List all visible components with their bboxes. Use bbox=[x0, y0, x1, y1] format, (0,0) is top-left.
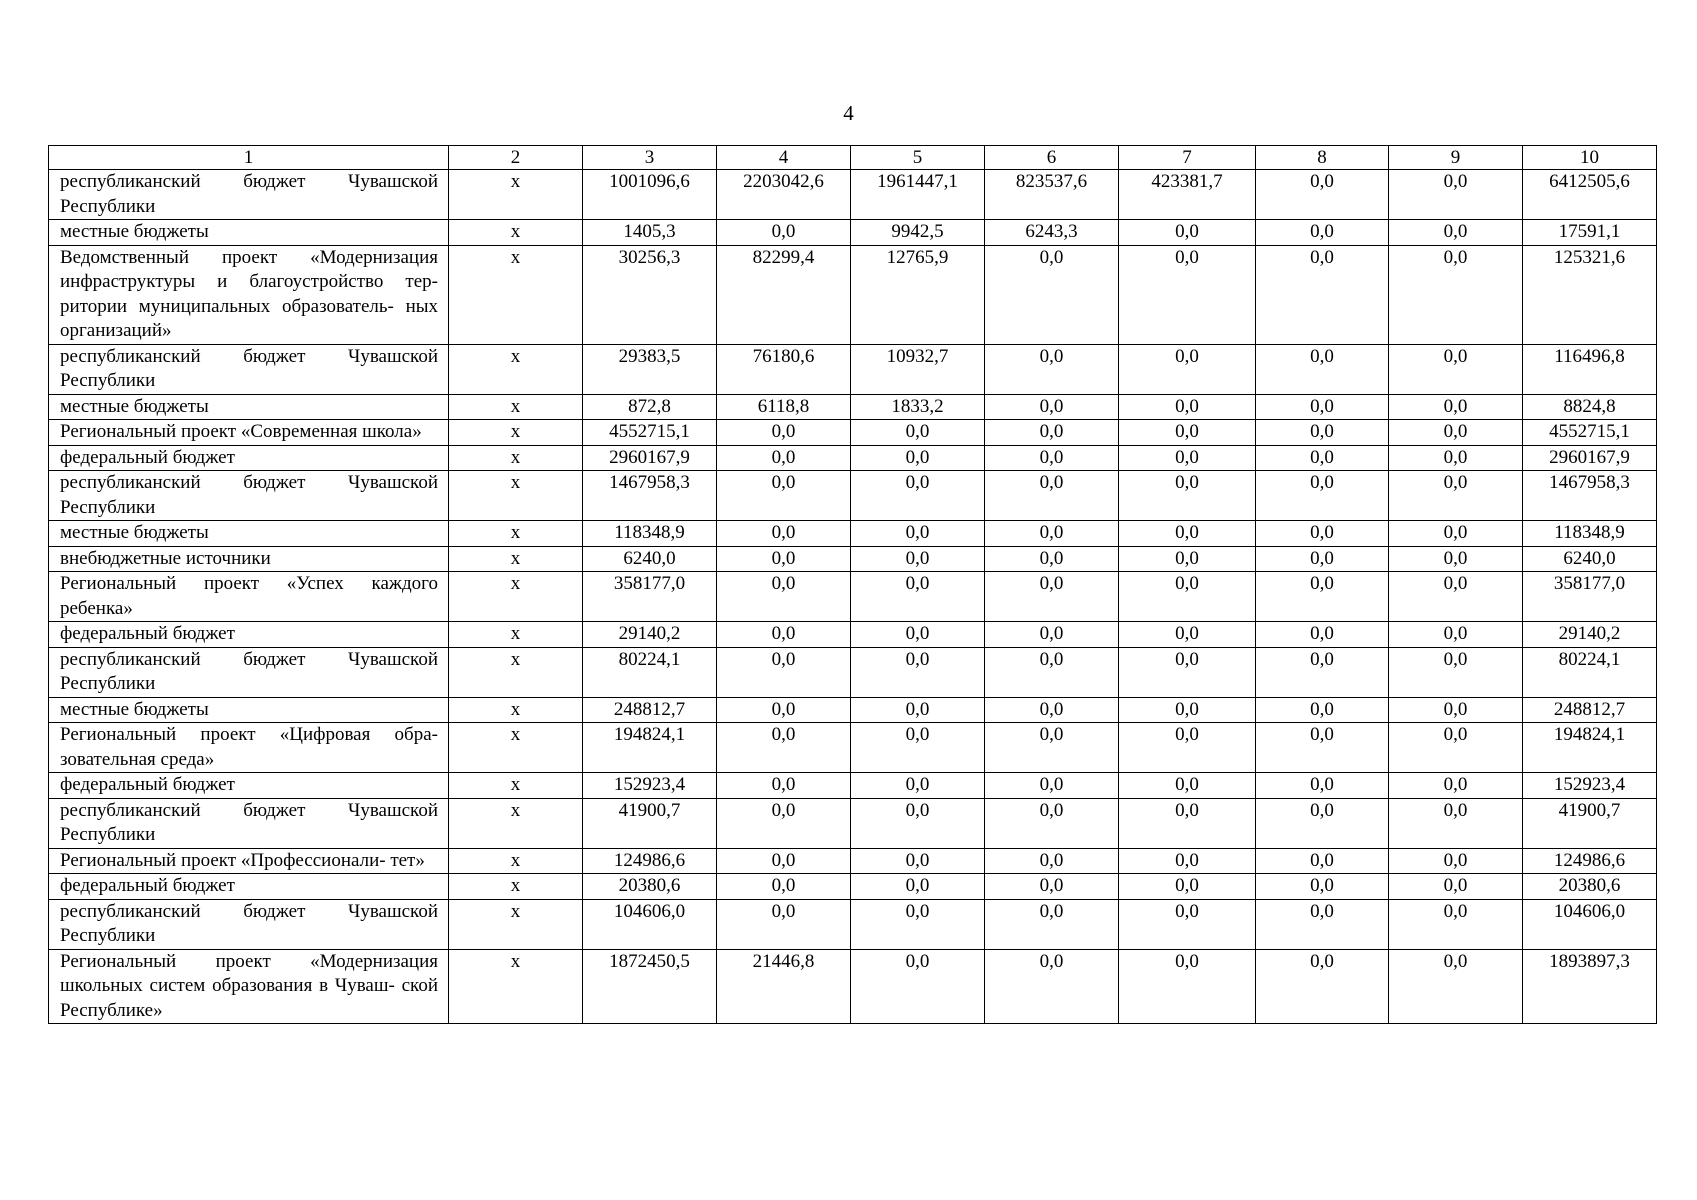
table-row bbox=[49, 344, 1657, 394]
value-cell: 8824,8 bbox=[1523, 394, 1657, 420]
row-label bbox=[49, 899, 449, 949]
column-number-5: 5 bbox=[851, 146, 985, 170]
row-label bbox=[49, 445, 449, 471]
value-cell: 0,0 bbox=[851, 697, 985, 723]
value-cell: 0,0 bbox=[717, 773, 851, 799]
value-cell: 0,0 bbox=[1389, 848, 1523, 874]
value-cell: 0,0 bbox=[851, 899, 985, 949]
value-cell: 104606,0 bbox=[583, 899, 717, 949]
value-cell: x bbox=[449, 899, 583, 949]
value-cell: 0,0 bbox=[717, 874, 851, 900]
value-cell: x bbox=[449, 420, 583, 446]
value-cell: 0,0 bbox=[1389, 949, 1523, 1024]
row-label bbox=[49, 521, 449, 547]
row-label-line: внебюджетные источники bbox=[60, 547, 271, 569]
value-cell: 118348,9 bbox=[1523, 521, 1657, 547]
row-label-line: республиканский бюджет Чувашской bbox=[60, 648, 438, 670]
value-cell: 0,0 bbox=[851, 723, 985, 773]
value-cell: 0,0 bbox=[851, 420, 985, 446]
value-cell: 0,0 bbox=[985, 949, 1119, 1024]
value-cell: 0,0 bbox=[717, 572, 851, 622]
row-label-line: Республики bbox=[60, 195, 156, 217]
value-cell: 872,8 bbox=[583, 394, 717, 420]
value-cell: 0,0 bbox=[1256, 622, 1389, 648]
row-label bbox=[49, 798, 449, 848]
value-cell: 0,0 bbox=[985, 848, 1119, 874]
value-cell: 0,0 bbox=[1119, 848, 1256, 874]
row-label-line: республиканский бюджет Чувашской bbox=[60, 472, 438, 493]
row-label-line: местные бюджеты bbox=[60, 395, 209, 417]
row-label-line: федеральный бюджет bbox=[60, 875, 235, 896]
value-cell: 0,0 bbox=[985, 471, 1119, 521]
value-cell: 10932,7 bbox=[851, 344, 985, 394]
row-label-line: федеральный бюджет bbox=[60, 623, 235, 644]
value-cell: x bbox=[449, 394, 583, 420]
value-cell: 0,0 bbox=[717, 546, 851, 572]
value-cell: 0,0 bbox=[851, 647, 985, 697]
value-cell: 104606,0 bbox=[1523, 899, 1657, 949]
value-cell: 0,0 bbox=[1389, 220, 1523, 246]
value-cell: 118348,9 bbox=[583, 521, 717, 547]
value-cell: 0,0 bbox=[985, 874, 1119, 900]
value-cell: 423381,7 bbox=[1119, 170, 1256, 220]
value-cell: 0,0 bbox=[1256, 572, 1389, 622]
row-label-line: Региональный проект «Модернизация bbox=[60, 950, 438, 972]
row-label bbox=[49, 245, 449, 344]
row-label-line: школа» bbox=[362, 421, 422, 442]
value-cell: 0,0 bbox=[985, 798, 1119, 848]
row-label-line: местные бюджеты bbox=[60, 221, 209, 242]
value-cell: 0,0 bbox=[1256, 521, 1389, 547]
value-cell: 152923,4 bbox=[1523, 773, 1657, 799]
value-cell: 4552715,1 bbox=[1523, 420, 1657, 446]
value-cell: 0,0 bbox=[1256, 170, 1389, 220]
value-cell: x bbox=[449, 848, 583, 874]
value-cell: 1872450,5 bbox=[583, 949, 717, 1024]
table-row bbox=[49, 647, 1657, 697]
value-cell: 0,0 bbox=[851, 572, 985, 622]
value-cell: 0,0 bbox=[1389, 572, 1523, 622]
value-cell: 0,0 bbox=[717, 899, 851, 949]
value-cell: 0,0 bbox=[1256, 723, 1389, 773]
value-cell: 0,0 bbox=[1389, 874, 1523, 900]
row-label-line: зовательная среда» bbox=[60, 748, 215, 770]
value-cell: 0,0 bbox=[717, 622, 851, 648]
value-cell: 0,0 bbox=[1119, 344, 1256, 394]
value-cell: 0,0 bbox=[1119, 622, 1256, 648]
value-cell: 0,0 bbox=[1256, 647, 1389, 697]
value-cell: x bbox=[449, 220, 583, 246]
value-cell: 0,0 bbox=[985, 647, 1119, 697]
row-label-line: Ведомственный проект «Модернизация bbox=[60, 246, 438, 268]
value-cell: 0,0 bbox=[1256, 445, 1389, 471]
table-row bbox=[49, 622, 1657, 648]
table-row bbox=[49, 471, 1657, 521]
value-cell: 1833,2 bbox=[851, 394, 985, 420]
value-cell: 0,0 bbox=[985, 344, 1119, 394]
value-cell: x bbox=[449, 572, 583, 622]
value-cell: 0,0 bbox=[1389, 798, 1523, 848]
value-cell: 0,0 bbox=[985, 394, 1119, 420]
value-cell: 0,0 bbox=[1256, 848, 1389, 874]
table-header-row bbox=[49, 146, 1657, 170]
value-cell: 0,0 bbox=[1389, 622, 1523, 648]
value-cell: 1467958,3 bbox=[1523, 471, 1657, 521]
value-cell: 0,0 bbox=[1389, 394, 1523, 420]
row-label-line: федеральный бюджет bbox=[60, 774, 235, 795]
value-cell: 0,0 bbox=[1119, 420, 1256, 446]
value-cell: 0,0 bbox=[985, 245, 1119, 344]
value-cell: 0,0 bbox=[1389, 899, 1523, 949]
value-cell: 0,0 bbox=[851, 445, 985, 471]
row-label bbox=[49, 394, 449, 420]
value-cell: 0,0 bbox=[1256, 220, 1389, 246]
value-cell: 20380,6 bbox=[1523, 874, 1657, 900]
value-cell: 823537,6 bbox=[985, 170, 1119, 220]
row-label-line: ритории муниципальных образователь- bbox=[60, 295, 394, 317]
value-cell: x bbox=[449, 170, 583, 220]
value-cell: 125321,6 bbox=[1523, 245, 1657, 344]
value-cell: x bbox=[449, 521, 583, 547]
row-label-line: республиканский бюджет Чувашской bbox=[60, 799, 438, 821]
value-cell: 0,0 bbox=[985, 697, 1119, 723]
value-cell: 29383,5 bbox=[583, 344, 717, 394]
value-cell: x bbox=[449, 697, 583, 723]
column-number-4: 4 bbox=[717, 146, 851, 170]
value-cell: 12765,9 bbox=[851, 245, 985, 344]
value-cell: x bbox=[449, 723, 583, 773]
table-row bbox=[49, 220, 1657, 246]
value-cell: 248812,7 bbox=[1523, 697, 1657, 723]
value-cell: 0,0 bbox=[1256, 874, 1389, 900]
value-cell: 0,0 bbox=[1119, 874, 1256, 900]
value-cell: 6240,0 bbox=[1523, 546, 1657, 572]
row-label bbox=[49, 471, 449, 521]
row-label bbox=[49, 773, 449, 799]
row-label-line: тет» bbox=[390, 849, 425, 871]
value-cell: 17591,1 bbox=[1523, 220, 1657, 246]
value-cell: 29140,2 bbox=[583, 622, 717, 648]
value-cell: 41900,7 bbox=[583, 798, 717, 848]
value-cell: 0,0 bbox=[851, 471, 985, 521]
value-cell: 1405,3 bbox=[583, 220, 717, 246]
row-label-line: ных организаций» bbox=[60, 295, 439, 341]
row-label bbox=[49, 344, 449, 394]
row-label-line: местные бюджеты bbox=[60, 698, 209, 720]
table-row bbox=[49, 170, 1657, 220]
value-cell: x bbox=[449, 445, 583, 471]
value-cell: 0,0 bbox=[1119, 445, 1256, 471]
value-cell: 116496,8 bbox=[1523, 344, 1657, 394]
row-label-line: Республики bbox=[60, 673, 156, 694]
value-cell: 2960167,9 bbox=[1523, 445, 1657, 471]
value-cell: 358177,0 bbox=[1523, 572, 1657, 622]
value-cell: x bbox=[449, 546, 583, 572]
value-cell: 0,0 bbox=[1389, 697, 1523, 723]
value-cell: 1961447,1 bbox=[851, 170, 985, 220]
value-cell: 0,0 bbox=[1119, 949, 1256, 1024]
row-label-line: Республики bbox=[60, 496, 156, 518]
value-cell: 76180,6 bbox=[717, 344, 851, 394]
table-row bbox=[49, 445, 1657, 471]
row-label bbox=[49, 697, 449, 723]
table-row bbox=[49, 697, 1657, 723]
value-cell: 0,0 bbox=[1256, 420, 1389, 446]
row-label bbox=[49, 420, 449, 446]
value-cell: 0,0 bbox=[1119, 773, 1256, 799]
value-cell: 0,0 bbox=[1389, 723, 1523, 773]
value-cell: 0,0 bbox=[1119, 798, 1256, 848]
value-cell: 2960167,9 bbox=[583, 445, 717, 471]
value-cell: 6118,8 bbox=[717, 394, 851, 420]
column-number-1: 1 bbox=[49, 146, 449, 170]
value-cell: 152923,4 bbox=[583, 773, 717, 799]
column-number-6: 6 bbox=[985, 146, 1119, 170]
value-cell: 0,0 bbox=[1119, 394, 1256, 420]
table-row bbox=[49, 798, 1657, 848]
value-cell: 0,0 bbox=[717, 445, 851, 471]
value-cell: 6412505,6 bbox=[1523, 170, 1657, 220]
row-label-line: республиканский бюджет Чувашской bbox=[60, 345, 438, 367]
column-number-9: 9 bbox=[1389, 146, 1523, 170]
table-row bbox=[49, 521, 1657, 547]
value-cell: 1893897,3 bbox=[1523, 949, 1657, 1024]
value-cell: 0,0 bbox=[1119, 220, 1256, 246]
value-cell: 124986,6 bbox=[1523, 848, 1657, 874]
value-cell: 0,0 bbox=[851, 521, 985, 547]
value-cell: 0,0 bbox=[985, 773, 1119, 799]
value-cell: 0,0 bbox=[985, 445, 1119, 471]
column-number-3: 3 bbox=[583, 146, 717, 170]
table-row bbox=[49, 394, 1657, 420]
value-cell: 0,0 bbox=[1256, 899, 1389, 949]
value-cell: 194824,1 bbox=[1523, 723, 1657, 773]
value-cell: 30256,3 bbox=[583, 245, 717, 344]
row-label-line: Региональный проект «Успех каждого bbox=[60, 573, 438, 594]
table-row bbox=[49, 899, 1657, 949]
value-cell: 0,0 bbox=[1119, 647, 1256, 697]
row-label bbox=[49, 848, 449, 874]
value-cell: 6240,0 bbox=[583, 546, 717, 572]
value-cell: 0,0 bbox=[1119, 546, 1256, 572]
row-label-line: ребенка» bbox=[60, 597, 133, 619]
table-row bbox=[49, 848, 1657, 874]
value-cell: x bbox=[449, 949, 583, 1024]
row-label bbox=[49, 949, 449, 1024]
value-cell: 0,0 bbox=[1389, 445, 1523, 471]
value-cell: 0,0 bbox=[1119, 697, 1256, 723]
value-cell: 194824,1 bbox=[583, 723, 717, 773]
value-cell: 0,0 bbox=[985, 420, 1119, 446]
value-cell: 0,0 bbox=[851, 874, 985, 900]
value-cell: x bbox=[449, 773, 583, 799]
row-label bbox=[49, 546, 449, 572]
value-cell: 358177,0 bbox=[583, 572, 717, 622]
value-cell: 0,0 bbox=[1119, 723, 1256, 773]
value-cell: 0,0 bbox=[717, 848, 851, 874]
row-label-line: ской Республике» bbox=[60, 975, 438, 1021]
value-cell: 0,0 bbox=[1389, 546, 1523, 572]
row-label-line: республиканский бюджет Чувашской bbox=[60, 171, 438, 192]
page-number: 4 bbox=[843, 101, 854, 125]
value-cell: 0,0 bbox=[1389, 521, 1523, 547]
value-cell: 0,0 bbox=[1119, 521, 1256, 547]
value-cell: 0,0 bbox=[1389, 420, 1523, 446]
value-cell: 0,0 bbox=[717, 798, 851, 848]
value-cell: 4552715,1 bbox=[583, 420, 717, 446]
row-label bbox=[49, 220, 449, 246]
value-cell: 9942,5 bbox=[851, 220, 985, 246]
value-cell: 1467958,3 bbox=[583, 471, 717, 521]
value-cell: 0,0 bbox=[851, 949, 985, 1024]
value-cell: x bbox=[449, 245, 583, 344]
value-cell: 124986,6 bbox=[583, 848, 717, 874]
value-cell: 21446,8 bbox=[717, 949, 851, 1024]
value-cell: x bbox=[449, 622, 583, 648]
table-row bbox=[49, 546, 1657, 572]
column-number-8: 8 bbox=[1256, 146, 1389, 170]
value-cell: 0,0 bbox=[851, 848, 985, 874]
row-label-line: Республики bbox=[60, 925, 156, 946]
row-label-line: Региональный проект «Цифровая обра- bbox=[60, 724, 438, 745]
value-cell: 0,0 bbox=[717, 697, 851, 723]
value-cell: 0,0 bbox=[1256, 949, 1389, 1024]
value-cell: 80224,1 bbox=[1523, 647, 1657, 697]
table-row bbox=[49, 723, 1657, 773]
row-label-line: республиканский бюджет Чувашской bbox=[60, 900, 438, 922]
value-cell: 0,0 bbox=[1389, 245, 1523, 344]
value-cell: 0,0 bbox=[1119, 899, 1256, 949]
value-cell: x bbox=[449, 471, 583, 521]
value-cell: 0,0 bbox=[1389, 344, 1523, 394]
value-cell: 20380,6 bbox=[583, 874, 717, 900]
table-row bbox=[49, 420, 1657, 446]
value-cell: 0,0 bbox=[1256, 697, 1389, 723]
value-cell: 0,0 bbox=[717, 521, 851, 547]
row-label bbox=[49, 170, 449, 220]
column-number-2: 2 bbox=[449, 146, 583, 170]
value-cell: 1001096,6 bbox=[583, 170, 717, 220]
row-label bbox=[49, 572, 449, 622]
value-cell: 0,0 bbox=[851, 773, 985, 799]
table-row bbox=[49, 773, 1657, 799]
row-label-line: местные бюджеты bbox=[60, 522, 209, 543]
row-label-line: Региональный проект «Современная bbox=[60, 421, 358, 442]
row-label-line: федеральный бюджет bbox=[60, 446, 235, 468]
value-cell: 0,0 bbox=[717, 471, 851, 521]
row-label bbox=[49, 874, 449, 900]
value-cell: x bbox=[449, 798, 583, 848]
value-cell: 0,0 bbox=[851, 798, 985, 848]
value-cell: 41900,7 bbox=[1523, 798, 1657, 848]
value-cell: 6243,3 bbox=[985, 220, 1119, 246]
value-cell: 0,0 bbox=[1389, 773, 1523, 799]
row-label bbox=[49, 647, 449, 697]
table-body bbox=[49, 146, 1657, 1024]
value-cell: 0,0 bbox=[851, 622, 985, 648]
column-number-10: 10 bbox=[1523, 146, 1657, 170]
value-cell: 0,0 bbox=[1256, 344, 1389, 394]
value-cell: 0,0 bbox=[985, 899, 1119, 949]
value-cell: 0,0 bbox=[985, 622, 1119, 648]
value-cell: 0,0 bbox=[1256, 798, 1389, 848]
value-cell: x bbox=[449, 874, 583, 900]
value-cell: x bbox=[449, 344, 583, 394]
value-cell: 0,0 bbox=[851, 546, 985, 572]
value-cell: 0,0 bbox=[1389, 170, 1523, 220]
value-cell: 248812,7 bbox=[583, 697, 717, 723]
value-cell: 0,0 bbox=[1389, 471, 1523, 521]
value-cell: 2203042,6 bbox=[717, 170, 851, 220]
value-cell: 0,0 bbox=[985, 546, 1119, 572]
row-label-line: Республики bbox=[60, 824, 156, 845]
value-cell: 0,0 bbox=[1256, 394, 1389, 420]
budget-table bbox=[48, 145, 1657, 1024]
value-cell: 0,0 bbox=[1119, 471, 1256, 521]
row-label bbox=[49, 622, 449, 648]
value-cell: 0,0 bbox=[1256, 245, 1389, 344]
value-cell: 80224,1 bbox=[583, 647, 717, 697]
value-cell: 0,0 bbox=[985, 521, 1119, 547]
value-cell: 0,0 bbox=[1389, 647, 1523, 697]
value-cell: 0,0 bbox=[717, 220, 851, 246]
row-label-line: инфраструктуры и благоустройство тер- bbox=[60, 271, 438, 292]
value-cell: 0,0 bbox=[717, 420, 851, 446]
value-cell: 0,0 bbox=[717, 723, 851, 773]
value-cell: 0,0 bbox=[1119, 572, 1256, 622]
value-cell: 0,0 bbox=[1256, 773, 1389, 799]
table-row bbox=[49, 874, 1657, 900]
column-number-7: 7 bbox=[1119, 146, 1256, 170]
row-label bbox=[49, 723, 449, 773]
row-label-line: Республики bbox=[60, 370, 156, 391]
table-row bbox=[49, 949, 1657, 1024]
value-cell: 0,0 bbox=[985, 572, 1119, 622]
row-label-line: Региональный проект «Профессионали- bbox=[60, 849, 386, 871]
value-cell: 0,0 bbox=[985, 723, 1119, 773]
value-cell: 0,0 bbox=[1256, 546, 1389, 572]
row-label-line: школьных систем образования в Чуваш- bbox=[60, 975, 395, 996]
table-row bbox=[49, 245, 1657, 344]
value-cell: 0,0 bbox=[1119, 245, 1256, 344]
value-cell: 82299,4 bbox=[717, 245, 851, 344]
value-cell: 0,0 bbox=[1256, 471, 1389, 521]
value-cell: 29140,2 bbox=[1523, 622, 1657, 648]
value-cell: x bbox=[449, 647, 583, 697]
table-row bbox=[49, 572, 1657, 622]
value-cell: 0,0 bbox=[717, 647, 851, 697]
